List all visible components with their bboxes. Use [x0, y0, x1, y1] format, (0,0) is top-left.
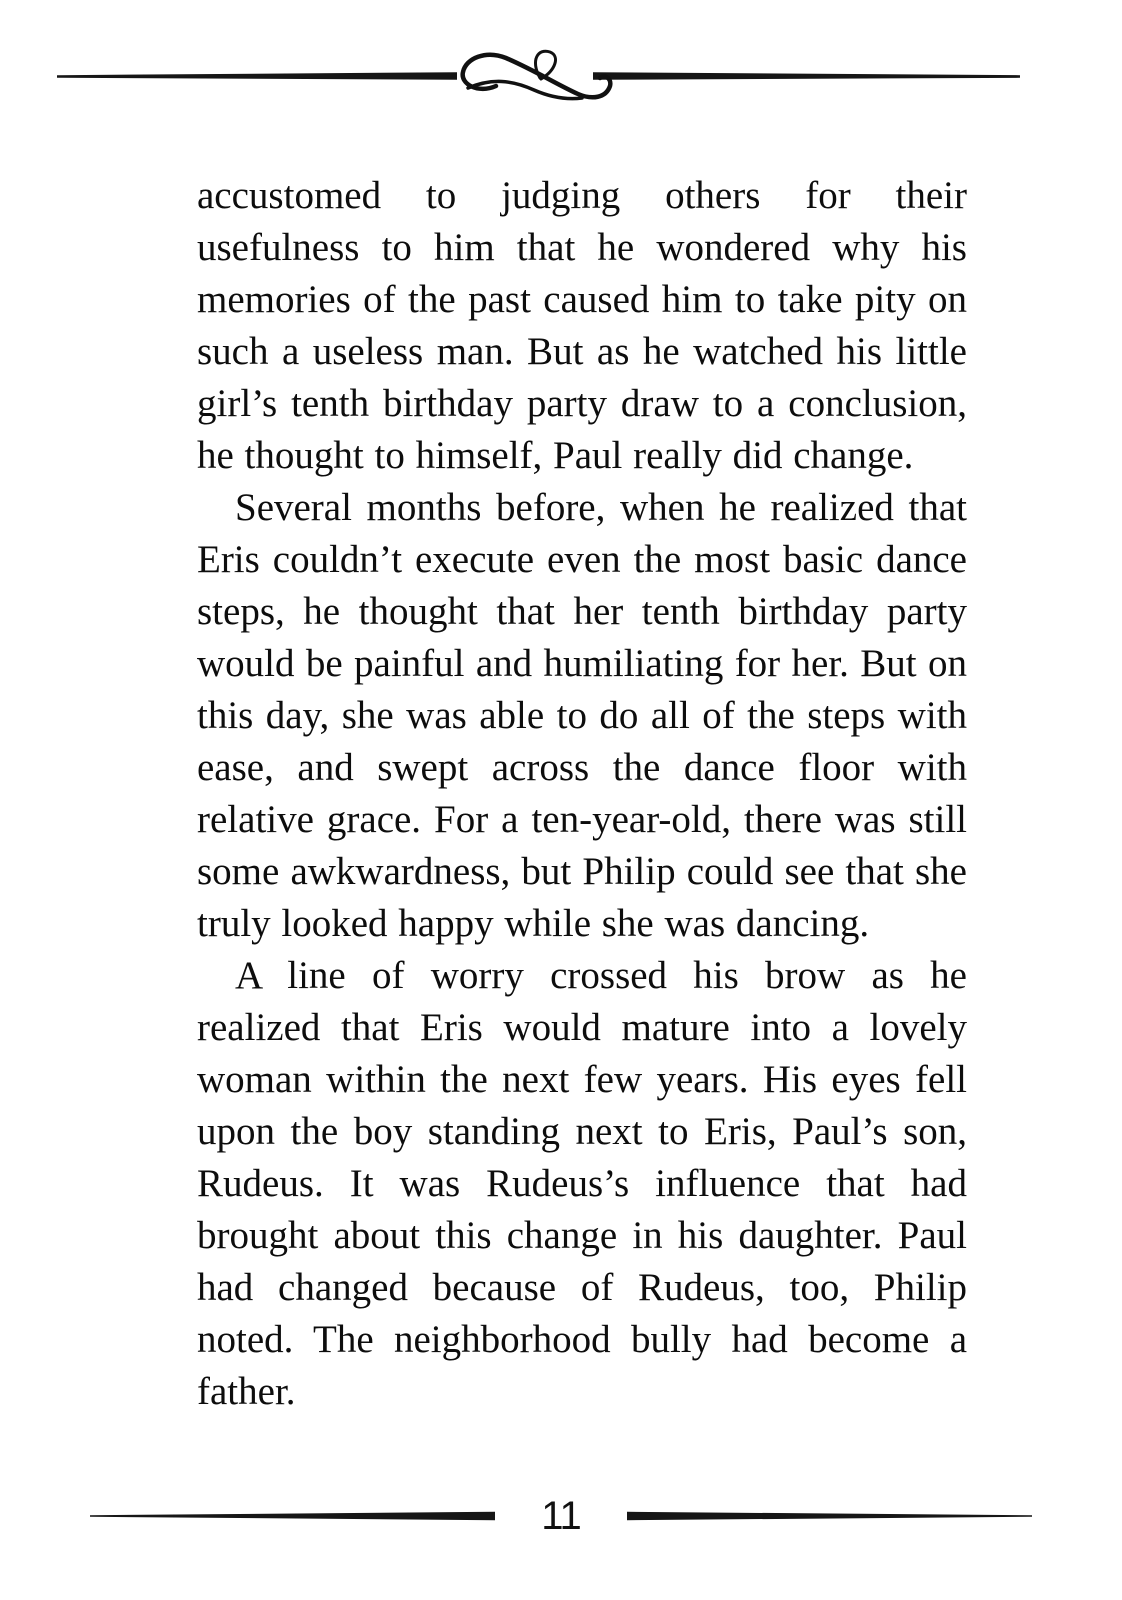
- flourish-icon: [0, 42, 1122, 122]
- paragraph: accustomed to judging others for their usefulness to him that he wondered why his memories of the past caused him to take pity on such a useless man. But as he watched his little girl’s tenth birthday party draw to a conclusion, he thought to himself, Paul really did change.: [197, 174, 967, 477]
- page-text: [197, 170, 967, 1418]
- page-footer: [0, 1488, 1122, 1544]
- page-number: 11: [541, 1494, 581, 1538]
- header-divider: [0, 42, 1122, 122]
- paragraph: A line of worry crossed his brow as he realized that Eris would mature into a lovely woman within the next few years. His eyes fell upon the boy standing next to Eris, Paul’s son, Rudeus. It was Rudeus’s influence that had brought about this change in his daughter. Paul had changed because of Rudeus, too, Philip noted. The neighborhood bully had become a father.: [197, 954, 967, 1413]
- footer-left-rule: [90, 1511, 495, 1521]
- footer-right-rule: [627, 1511, 1032, 1521]
- paragraph: Several months before, when he realized that Eris couldn’t execute even the most basic dance steps, he thought that her tenth birthday party would be painful and humiliating for her. But on this day, she was able to do all of the steps with ease, and swept across the dance floor with relative grace. For a ten-year-old, there was still some awkwardness, but Philip could see that she truly looked happy while she was dancing.: [197, 486, 967, 945]
